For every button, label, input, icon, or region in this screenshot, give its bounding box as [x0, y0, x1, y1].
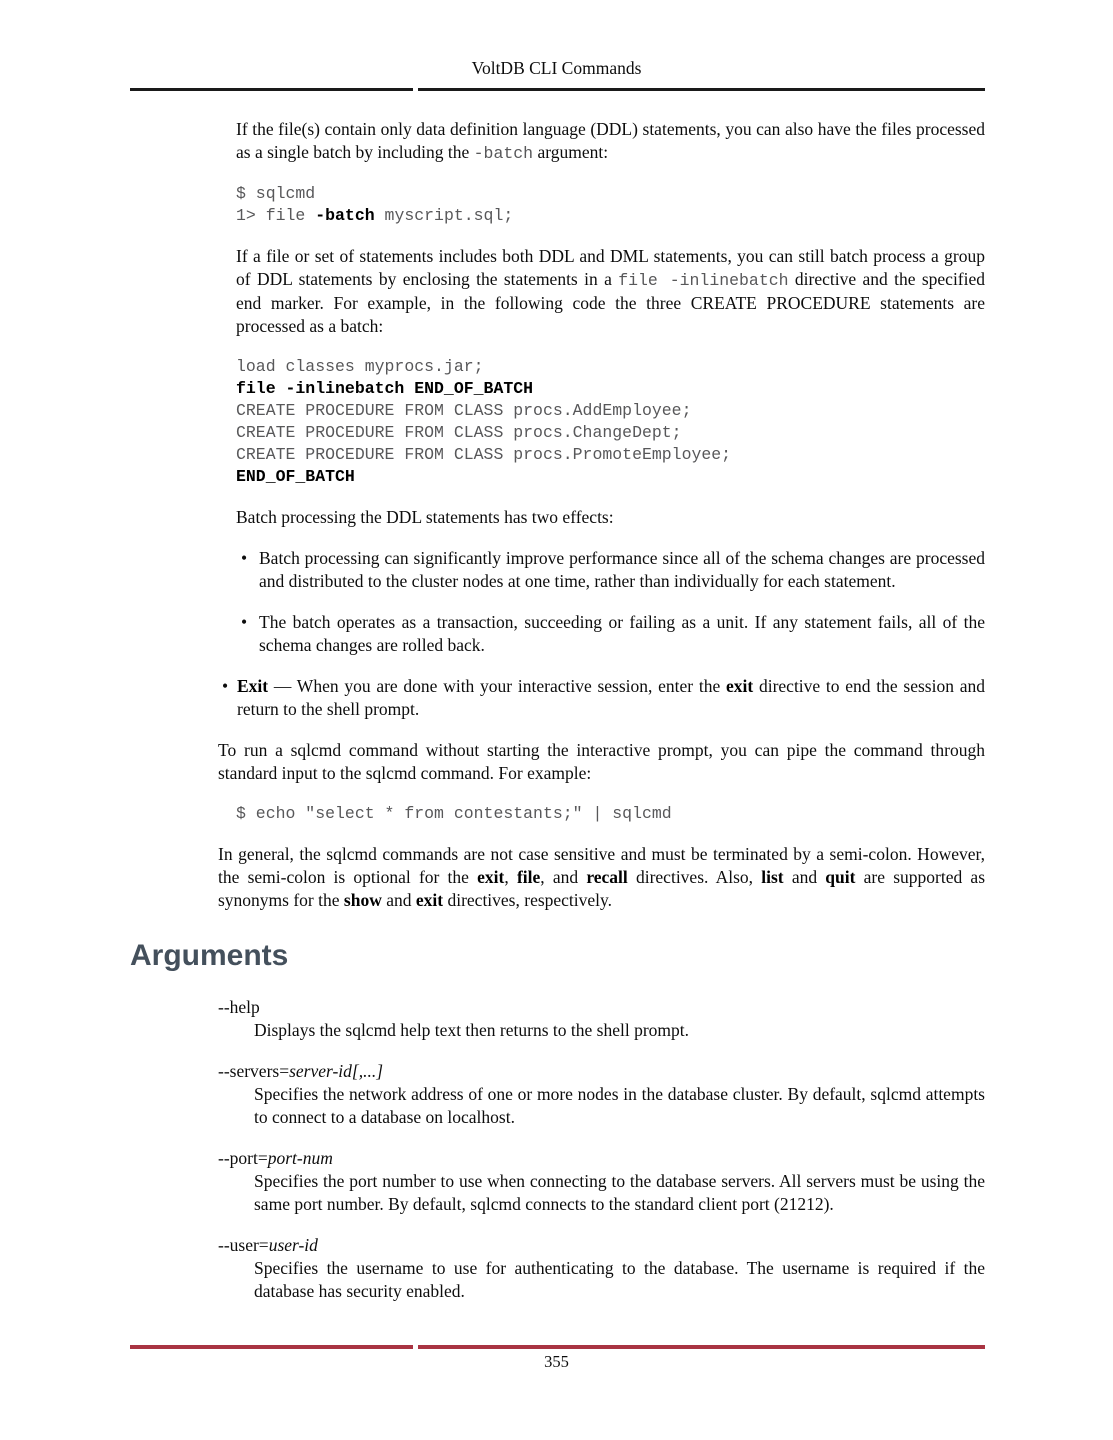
argument-description: Specifies the port number to use when connecting to the database servers. All servers must be using the same port number. By default, sqlcmd connects to the standard client port (21212).: [254, 1171, 985, 1214]
bullet-icon: [222, 675, 228, 698]
list-item-text: The batch operates as a transaction, succeeding or failing as a unit. If any statement fails, all of the schema changes are rolled back.: [259, 612, 985, 655]
running-header-title: VoltDB CLI Commands: [471, 58, 642, 78]
footer-rule: [130, 1345, 985, 1349]
argument-entry-port: [218, 1147, 985, 1216]
intro-paragraph-1: If the file(s) contain only data definition language (DDL) statements, you can also have the files processed as a single batch by including the -batch argument:: [236, 119, 985, 163]
argument-term: --help: [218, 997, 260, 1017]
footer-rule-right-segment: [418, 1345, 985, 1349]
list-item: [236, 547, 985, 593]
argument-term: --servers=server-id[,...]: [218, 1061, 384, 1081]
header-rule: [130, 88, 985, 91]
argument-description: Displays the sqlcmd help text then returns to the shell prompt.: [254, 1020, 689, 1040]
intro-paragraph-2: If a file or set of statements includes both DDL and DML statements, you can still batch process a group of DDL statements by enclosing the statements in a file -inlinebatch directive and the specified end marker. For example, in the following code the three CREATE PROCEDURE statements are processed as a batch:: [236, 246, 986, 336]
argument-entry-user: [218, 1234, 985, 1303]
argument-term: --port=port-num: [218, 1148, 333, 1168]
argument-entry-servers: [218, 1060, 985, 1129]
section-heading-arguments: Arguments: [130, 939, 289, 972]
list-item-exit: [218, 675, 985, 721]
list-item-text: Batch processing can significantly improve performance since all of the schema changes are processed and distributed to the cluster nodes at one time, rather than individually for each statement.: [259, 548, 985, 591]
bullet-icon: [241, 547, 247, 570]
code-block-inlinebatch: load classes myprocs.jar; file -inlinebatch END_OF_BATCH CREATE PROCEDURE FROM CLASS procs.AddEmployee; CREATE PROCEDURE FROM CLASS procs.ChangeDept; CREATE PROCEDURE FROM CLASS procs.PromoteEmployee; END_OF_BATCH: [236, 357, 732, 486]
list-item-text: Exit — When you are done with your interactive session, enter the exit directive to end the session and return to the shell prompt.: [237, 676, 985, 719]
argument-description: Specifies the network address of one or more nodes in the database cluster. By default, sqlcmd attempts to connect to a database on localhost.: [254, 1084, 985, 1127]
intro-paragraph-4: To run a sqlcmd command without starting the interactive prompt, you can pipe the command through standard input to the sqlcmd command. For example:: [218, 740, 985, 783]
intro-paragraph-5: In general, the sqlcmd commands are not case sensitive and must be terminated by a semi-colon. However, the semi-colon is optional for the exit, file, and recall directives. Also, list and quit are supported as synonyms for the show and exit directives, respectively.: [218, 844, 986, 910]
page-content: [130, 118, 986, 1321]
bullet-icon: [241, 611, 247, 634]
page-number: 355: [544, 1352, 569, 1371]
intro-paragraph-3: Batch processing the DDL statements has two effects:: [236, 507, 614, 527]
argument-description: Specifies the username to use for authenticating to the database. The username is required if the database has security enabled.: [254, 1258, 985, 1301]
footer-rule-left-segment: [130, 1345, 413, 1349]
code-block-echo-pipe: $ echo "select * from contestants;" | sqlcmd: [236, 804, 672, 823]
code-block-batch: $ sqlcmd 1> file -batch myscript.sql;: [236, 184, 514, 225]
header-rule-left-segment: [130, 88, 413, 91]
list-item: [236, 611, 985, 657]
header-rule-right-segment: [418, 88, 985, 91]
argument-entry-help: [218, 996, 985, 1042]
argument-term: --user=user-id: [218, 1235, 318, 1255]
